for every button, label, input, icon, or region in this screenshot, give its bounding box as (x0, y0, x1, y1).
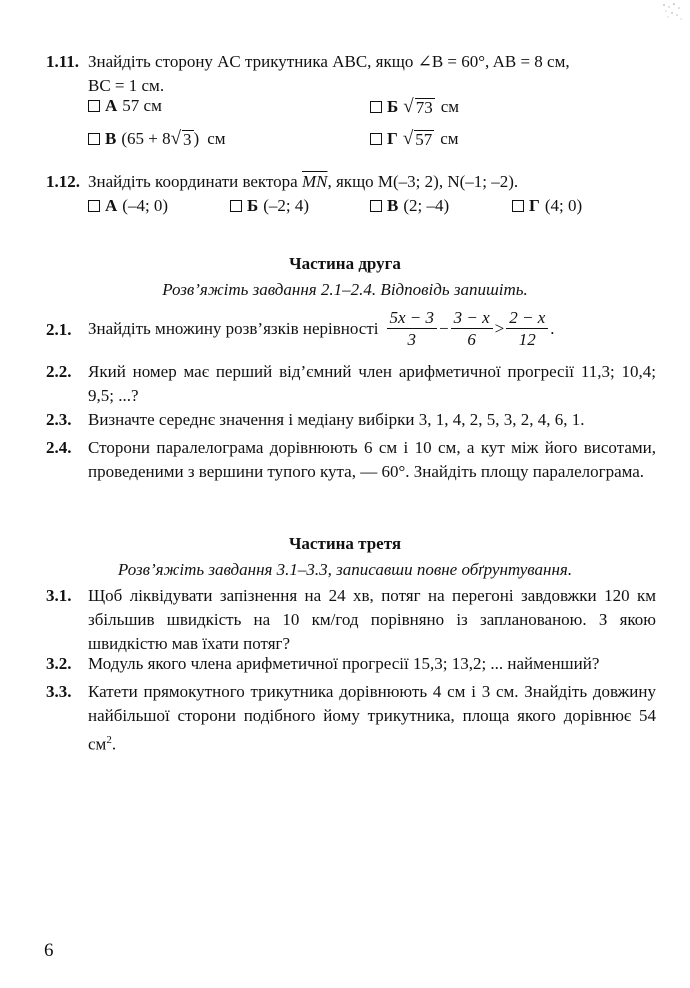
punctuation: . (550, 319, 555, 338)
problem-text-body: Катети прямокутного трикутника дорівнюють 4 см і 3 см. Знайдіть довжину найбільшої сторони подібного йому трикутника, площа якого дорівнює 54 см (88, 682, 656, 754)
option-value: 57 см (122, 96, 162, 115)
problem-text: Щоб ліквідувати запізнення на 24 хв, потяг на перегоні завдовжки 120 км збільшив швидкість на 10 км/год порівняно із запланованою. З якою швидкістю мав їхати потяг? (88, 586, 656, 653)
option-letter: В (387, 196, 399, 215)
checkbox[interactable] (230, 200, 242, 212)
option-value: (–2; 4) (263, 196, 310, 215)
numerator: 3 − x (451, 308, 493, 329)
option-unit: см (440, 97, 459, 116)
section-instructions: Розв’яжіть завдання 2.1–2.4. Відповідь запишіть. (162, 280, 528, 299)
problem-text: Сторони паралелограма дорівнюють 6 см і 10 см, а кут між його висотами, проведеними з вершини тупого кута, — 60°. Знайдіть площу паралелограма. (88, 438, 656, 481)
radicand: 3 (183, 129, 192, 149)
checkbox[interactable] (512, 200, 524, 212)
denominator: 6 (467, 330, 476, 349)
option-v[interactable] (370, 196, 449, 216)
option-v[interactable] (88, 128, 226, 150)
problem-text-line: BC = 1 см. (88, 76, 165, 95)
section-instructions: Розв’яжіть завдання 3.1–3.3, записавши повне обґрунтування. (117, 560, 573, 579)
checkbox[interactable] (370, 101, 382, 113)
option-value: (4; 0) (544, 196, 583, 215)
fraction (387, 308, 438, 350)
problem-number: 2.2. (46, 362, 72, 381)
denominator: 3 (407, 330, 417, 349)
option-letter: Б (387, 97, 399, 116)
option-letter: А (105, 196, 118, 215)
problem-text: Модуль якого члена арифметичної прогресії 15,3; 13,2; ... найменший? (88, 654, 600, 673)
option-letter: В (105, 129, 117, 148)
section-title: Частина друга (289, 254, 401, 273)
denominator: 12 (518, 330, 536, 349)
radicand: 73 (415, 97, 433, 117)
radical-sign-icon: √ (170, 128, 182, 149)
option-b[interactable] (370, 96, 459, 118)
option-letter: Г (529, 196, 540, 215)
option-letter: А (105, 96, 118, 115)
problem-text-end: , якщо M(–3; 2), N(–1; –2). (327, 172, 519, 191)
checkbox[interactable] (370, 200, 382, 212)
problem-text (88, 308, 656, 350)
problem-2-3 (46, 408, 656, 432)
problem-1-11 (46, 50, 656, 98)
checkbox[interactable] (88, 200, 100, 212)
fraction (451, 308, 493, 350)
punctuation: . (111, 734, 117, 754)
problem-number: 1.12. (46, 172, 80, 191)
option-g[interactable] (512, 196, 582, 216)
option-g[interactable] (370, 128, 459, 150)
superscript: 2 (106, 734, 112, 746)
problem-text: Визначте середнє значення і медіану вибірки 3, 1, 4, 2, 5, 3, 2, 4, 6, 1. (88, 410, 585, 429)
option-letter: Б (247, 196, 259, 215)
option-value: (–4; 0) (122, 196, 169, 215)
problem-text (88, 170, 656, 194)
problem-number: 3.1. (46, 586, 72, 605)
problem-text-start: Знайдіть координати вектора (88, 172, 298, 191)
radical-sign-icon: √ (403, 96, 414, 117)
fraction (506, 308, 548, 350)
option-b[interactable] (230, 196, 309, 216)
checkbox[interactable] (88, 100, 100, 112)
option-value-suffix: ) (193, 129, 200, 148)
problem-number: 2.3. (46, 410, 72, 429)
page-number: 6 (44, 940, 54, 961)
problem-number: 2.4. (46, 438, 72, 457)
scan-speckle (660, 2, 684, 24)
problem-text-line: Знайдіть сторону AC трикутника ABC, якщо ∠B = 60°, AB = 8 см, (88, 52, 570, 71)
problem-2-2 (46, 360, 656, 408)
problem-text (88, 680, 656, 757)
problem-1-12 (46, 170, 656, 194)
problem-number: 2.1. (46, 320, 72, 339)
problem-2-4 (46, 436, 656, 484)
checkbox[interactable] (370, 133, 382, 145)
operator: > (494, 319, 505, 338)
problem-number: 3.3. (46, 682, 72, 701)
section-title: Частина третя (288, 534, 402, 553)
numerator: 2 − x (506, 308, 548, 329)
radical-sign-icon: √ (402, 128, 414, 149)
vector-label: $\overline{MN}$ (301, 172, 328, 191)
problem-2-1 (46, 308, 656, 350)
option-unit: см (207, 129, 226, 148)
option-letter: Г (387, 129, 398, 148)
problem-number: 3.2. (46, 654, 72, 673)
checkbox[interactable] (88, 133, 100, 145)
problem-number: 1.11. (46, 52, 80, 71)
option-a[interactable] (88, 196, 168, 216)
option-value: (2; –4) (403, 196, 450, 215)
problem-text-start: Знайдіть множину розв’язків нерівності (88, 319, 379, 338)
numerator: 5x − 3 (387, 308, 438, 329)
problem-text (88, 50, 656, 98)
problem-3-2 (46, 652, 656, 676)
problem-text: Який номер має перший від’ємний член арифметичної прогресії 11,3; 10,4; 9,5; ...? (88, 362, 656, 405)
problem-3-3 (46, 680, 656, 757)
problem-3-1 (46, 584, 656, 656)
option-value-prefix: (65 + 8 (121, 129, 171, 148)
option-unit: см (440, 129, 459, 148)
option-a[interactable] (88, 96, 162, 116)
operator: − (439, 319, 449, 338)
radicand: 57 (415, 129, 433, 149)
